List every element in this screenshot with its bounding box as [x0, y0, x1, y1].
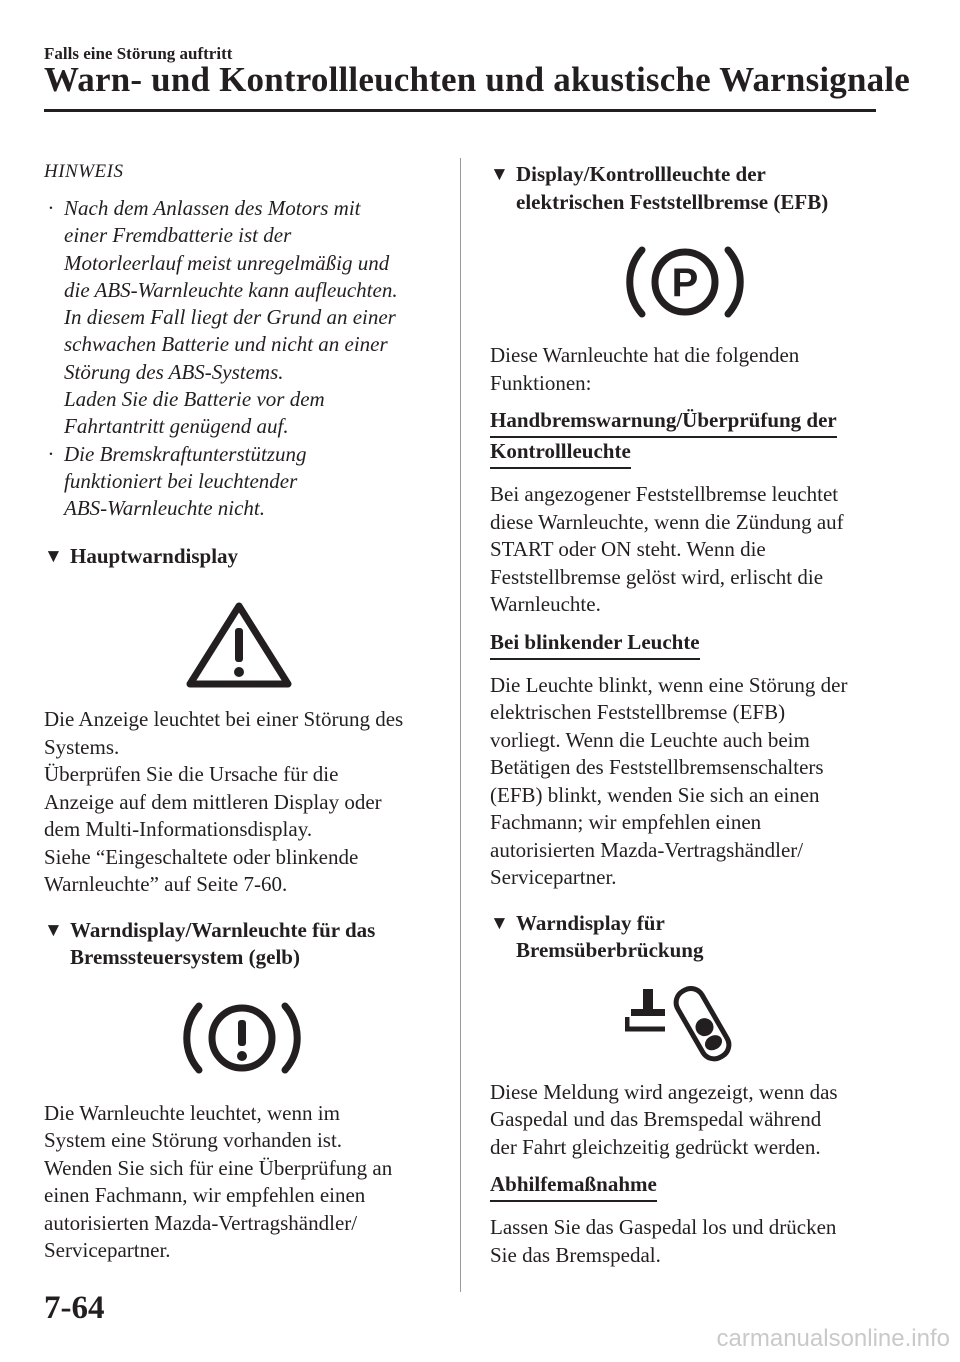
body-line: Überprüfen Sie die Ursache für die [44, 762, 339, 787]
note-line: funktioniert bei leuchtender [64, 468, 298, 493]
note-line: Nach dem Anlassen des Motors mit [64, 196, 361, 220]
subheading-line: Handbremswarnung/Überprüfung der [490, 407, 837, 438]
body-line: autorisierten Mazda-Vertragshändler/ [44, 1210, 358, 1235]
body-line: diese Warnleuchte, wenn die Zündung auf [490, 509, 844, 534]
body-line: Anzeige auf dem mittleren Display oder [44, 789, 382, 814]
subheading-remedy [490, 1171, 880, 1202]
brake-system-warning-icon [44, 996, 439, 1086]
body-line: Die Warnleuchte leuchtet, wenn im [44, 1100, 340, 1125]
heading-line: Hauptwarndisplay [70, 543, 239, 568]
body-line: der Fahrt gleichzeitig gedrückt werden. [490, 1134, 821, 1159]
body-line: elektrischen Feststellbremse (EFB) [490, 700, 786, 724]
section-heading-brake-system [44, 917, 439, 972]
right-column [490, 155, 880, 1269]
body-line: Sie das Bremspedal. [490, 1242, 661, 1267]
body-line: Siehe “Eingeschaltete oder blinkende [44, 844, 359, 869]
body-line: Lassen Sie das Gaspedal los und drücken [490, 1215, 837, 1239]
triangle-marker-icon: ▼ [490, 912, 509, 934]
note-line: Fahrtantritt genügend auf. [64, 414, 289, 439]
body-line: Warnleuchte. [490, 592, 601, 616]
body-line: Systems. [44, 734, 120, 759]
body-line: Die Anzeige leuchtet bei einer Störung des [44, 707, 404, 732]
body-line: Betätigen des Feststellbremsenschalters [490, 755, 824, 779]
body-line: Servicepartner. [44, 1238, 171, 1263]
bullet-icon: · [48, 441, 54, 466]
brake-override-pedal-icon [490, 983, 880, 1069]
body-line: Bei angezogener Feststellbremse leuchtet [490, 482, 839, 506]
heading-line: Warndisplay für [516, 910, 665, 935]
body-line: Diese Warnleuchte hat die folgenden [490, 343, 800, 367]
heading-line: Warndisplay/Warnleuchte für das [70, 917, 376, 942]
left-column [44, 155, 439, 1265]
note-line: schwachen Batterie und nicht an einer [64, 332, 388, 357]
note-line: einer Fremdbatterie ist der [64, 223, 292, 248]
note-line: Laden Sie die Batterie vor dem [64, 387, 325, 412]
body-line: dem Multi-Informationsdisplay. [44, 817, 313, 842]
section-body [490, 1214, 880, 1269]
note-line: Störung des ABS-Systems. [64, 359, 284, 384]
section-body [490, 1079, 880, 1162]
heading-line: elektrischen Feststellbremse (EFB) [516, 189, 829, 214]
note-line: In diesem Fall liegt der Grund an einer [64, 305, 396, 330]
electric-parking-brake-icon [490, 240, 880, 330]
page-title: Warn- und Kontrollleuchten und akustische Warnsignale [44, 60, 911, 99]
column-divider [460, 158, 461, 1292]
note-line: die ABS-Warnleuchte kann aufleuchten. [64, 277, 398, 302]
body-line: Warnleuchte” auf Seite 7-60. [44, 872, 288, 897]
subheading-line: Abhilfemaßnahme [490, 1171, 657, 1202]
page-number: 7-64 [44, 1290, 105, 1326]
parking-p-letter: P [671, 261, 699, 305]
body-line: (EFB) blinkt, wenden Sie sich an einen [490, 782, 820, 807]
subheading-line: Kontrollleuchte [490, 438, 631, 469]
note-line: ABS-Warnleuchte nicht. [64, 496, 266, 521]
subheading-handbrake-warning [490, 407, 880, 469]
triangle-marker-icon: ▼ [44, 545, 63, 567]
note-line: Motorleerlauf meist unregelmäßig und [64, 250, 390, 275]
subheading-blinking [490, 629, 880, 660]
body-line: einen Fachmann, wir empfehlen einen [44, 1183, 366, 1208]
note-title: HINWEIS [44, 161, 124, 182]
bullet-icon: · [48, 196, 54, 220]
section-body [490, 481, 880, 619]
body-line: Servicepartner. [490, 865, 617, 889]
section-body [490, 672, 880, 892]
body-line: Diese Meldung wird angezeigt, wenn das [490, 1079, 838, 1104]
heading-line: Display/Kontrollleuchte der [516, 162, 766, 186]
body-line: START oder ON steht. Wenn die [490, 537, 766, 561]
subheading-line: Bei blinkender Leuchte [490, 629, 700, 660]
body-line: Funktionen: [490, 370, 592, 395]
body-line: Gaspedal und das Bremspedal während [490, 1107, 822, 1131]
section-heading-master-warning [44, 543, 439, 571]
note-item [44, 441, 439, 523]
heading-line: Bremsüberbrückung [516, 938, 704, 962]
body-line: autorisierten Mazda-Vertragshändler/ [490, 837, 804, 862]
body-line: Die Leuchte blinkt, wenn eine Störung der [490, 672, 848, 697]
watermark: carmanualsonline.info [716, 1325, 950, 1352]
body-line: Fachmann; wir empfehlen einen [490, 810, 762, 834]
section-body [490, 342, 880, 397]
body-line: vorliegt. Wenn die Leuchte auch beim [490, 727, 810, 752]
section-heading-parking-brake [490, 161, 880, 216]
triangle-marker-icon: ▼ [490, 164, 509, 185]
heading-line: Bremssteuersystem (gelb) [70, 945, 300, 970]
body-line: Feststellbremse gelöst wird, erlischt die [490, 564, 824, 589]
body-line: System eine Störung vorhanden ist. [44, 1128, 343, 1153]
body-line: Wenden Sie sich für eine Überprüfung an [44, 1155, 393, 1180]
chapter-label: Falls eine Störung auftritt [44, 44, 233, 63]
note-line: Die Bremskraftunterstützung [64, 441, 307, 466]
triangle-marker-icon: ▼ [44, 919, 63, 941]
master-warning-triangle-icon [44, 600, 439, 692]
section-body [44, 1100, 439, 1265]
section-heading-brake-override [490, 910, 880, 965]
note-item [44, 195, 439, 441]
header-rule [44, 109, 876, 112]
section-body [44, 706, 439, 899]
